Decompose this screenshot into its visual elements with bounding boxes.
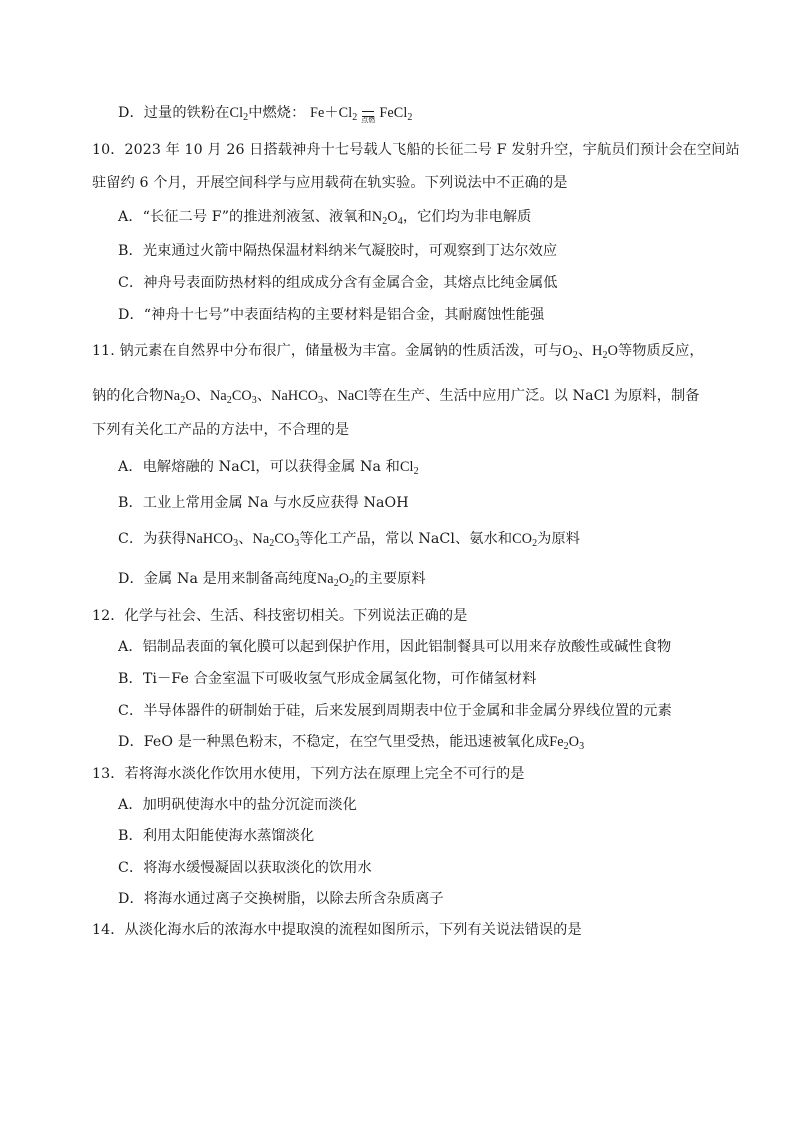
q10-stem-line1: 10．2023 年 10 月 26 日搭载神舟十七号载人飞船的长征二号 F 发射升空，宇航员们预计会在空间站 <box>92 142 740 158</box>
q10-stem-line2: 驻留约 6 个月，开展空间科学与应用载荷在轨实验。下列说法中不正确的是 <box>92 175 568 191</box>
q11-stem-line1 <box>92 341 704 361</box>
equation-fe-cl2: $Fe+Cl_2$ 点燃 FeCl$_2$ <box>310 105 413 124</box>
q11-l1-text: 11. 钠元素在自然界中分布很广，储量极为丰富。金属钠的性质活泼，可与 <box>92 343 563 359</box>
q11-a-text: A．电解熔融的 NaCl，可以获得金属 Na 和 <box>118 459 400 475</box>
q11-l2-sep: 、 <box>195 388 210 404</box>
formula-na2o: $Na_2O$ <box>163 388 196 406</box>
q11-option-d <box>118 569 426 589</box>
formula-h2o: $H_2O$ <box>592 343 618 361</box>
q13-stem: 13．若将海水淡化作饮用水使用，下列方法在原理上完全不可行的是 <box>92 766 525 782</box>
q11-l1-text-2: 等物质反应， <box>617 343 704 359</box>
formula-co2: $CO_2$ <box>512 531 538 549</box>
q10-a-text-2: ，它们均为非电解质 <box>402 209 532 225</box>
formula-nahco3: NaHCO$_3$ <box>271 388 324 406</box>
q13-option-a: A．加明矾使海水中的盐分沉淀而淡化 <box>118 797 357 813</box>
q11-stem-line2 <box>92 386 700 406</box>
q11-c-sep: 、 <box>238 531 253 547</box>
q9-d-text-2: 中燃烧： <box>248 105 306 121</box>
formula-nahco3-b: NaHCO$_3$ <box>186 531 239 549</box>
q13-option-c: C．将海水缓慢凝固以获取淡化的饮用水 <box>118 860 372 876</box>
q11-l2-text: 钠的化合物 <box>92 388 164 404</box>
q13-option-b: B．利用太阳能使海水蒸馏淡化 <box>118 828 315 844</box>
q11-c-text-2: 等化工产品，常以 NaCl、氨水和 <box>299 531 513 547</box>
q14-stem: 14．从淡化海水后的浓海水中提取溴的流程如图所示，下列有关说法错误的是 <box>92 922 582 938</box>
q12-option-b: B．Ti－Fe 合金室温下可吸收氢气形成金属氢化物，可作储氢材料 <box>118 671 537 687</box>
q11-l2-sep-3: 、 <box>323 388 338 404</box>
q10-a-text: A．“长征二号 F”的推进剂液氢、液氧和 <box>118 209 372 225</box>
q12-option-c: C．半导体器件的研制始于硅，后来发展到周期表中位于金属和非金属分界线位置的元素 <box>118 703 672 719</box>
q11-l2-sep-2: 、 <box>256 388 272 404</box>
formula-cl2-b: $Cl_2$ <box>399 459 419 477</box>
formula-na2co3: $Na_2CO_3$ <box>209 388 257 406</box>
q12-d-text: D．FeO 是一种黑色粉末，不稳定，在空气里受热，能迅速被氧化成 <box>118 734 550 750</box>
q11-option-b: B．工业上常用金属 Na 与水反应获得 NaOH <box>118 495 409 511</box>
formula-o2: $O_2$ <box>562 343 578 361</box>
q10-option-b: B．光束通过火箭中隔热保温材料纳米气凝胶时，可观察到丁达尔效应 <box>118 243 558 259</box>
formula-cl2: $Cl_2$ <box>229 105 249 123</box>
q9-d-text: D．过量的铁粉在 <box>118 105 230 121</box>
q10-option-a <box>118 207 531 227</box>
q10-option-c: C．神舟号表面防热材料的组成成分含有金属合金，其熔点比纯金属低 <box>118 275 558 291</box>
reaction-condition: 点燃 <box>357 103 379 123</box>
q12-option-d <box>118 732 584 752</box>
q12-option-a: A．铝制品表面的氧化膜可以起到保护作用，因此铝制餐具可以用来存放酸性或碱性食物 <box>118 639 672 655</box>
formula-na2co3-b: $Na_2CO_3$ <box>252 531 300 549</box>
q11-l1-sep: 、 <box>577 343 593 359</box>
q11-c-text-3: 为原料 <box>537 531 581 547</box>
q11-stem-line3: 下列有关化工产品的方法中，不合理的是 <box>92 422 350 438</box>
q9-option-d <box>118 103 413 123</box>
formula-fe2o3: $Fe_2O_3$ <box>549 734 585 752</box>
q13-option-d: D．将海水通过离子交换树脂，以除去所含杂质离子 <box>118 891 444 907</box>
q11-d-text: D．金属 Na 是用来制备高纯度 <box>118 571 317 587</box>
q11-c-text: C．为获得 <box>118 531 187 547</box>
q11-l2-text-2: 等在生产、生活中应用广泛。以 NaCl 为原料，制备 <box>367 388 700 404</box>
q12-stem: 12．化学与社会、生活、科技密切相关。下列说法正确的是 <box>92 608 468 624</box>
q11-d-text-2: 的主要原料 <box>354 571 426 587</box>
q11-option-a <box>118 457 419 477</box>
formula-n2o4: $N_2O_4$ <box>371 209 403 227</box>
q11-option-c <box>118 529 580 549</box>
formula-nacl: NaCl <box>337 388 368 404</box>
formula-na2o2: $Na_2O_2$ <box>316 571 355 589</box>
q10-option-d: D．“神舟十七号”中表面结构的主要材料是铝合金，其耐腐蚀性能强 <box>118 307 545 323</box>
